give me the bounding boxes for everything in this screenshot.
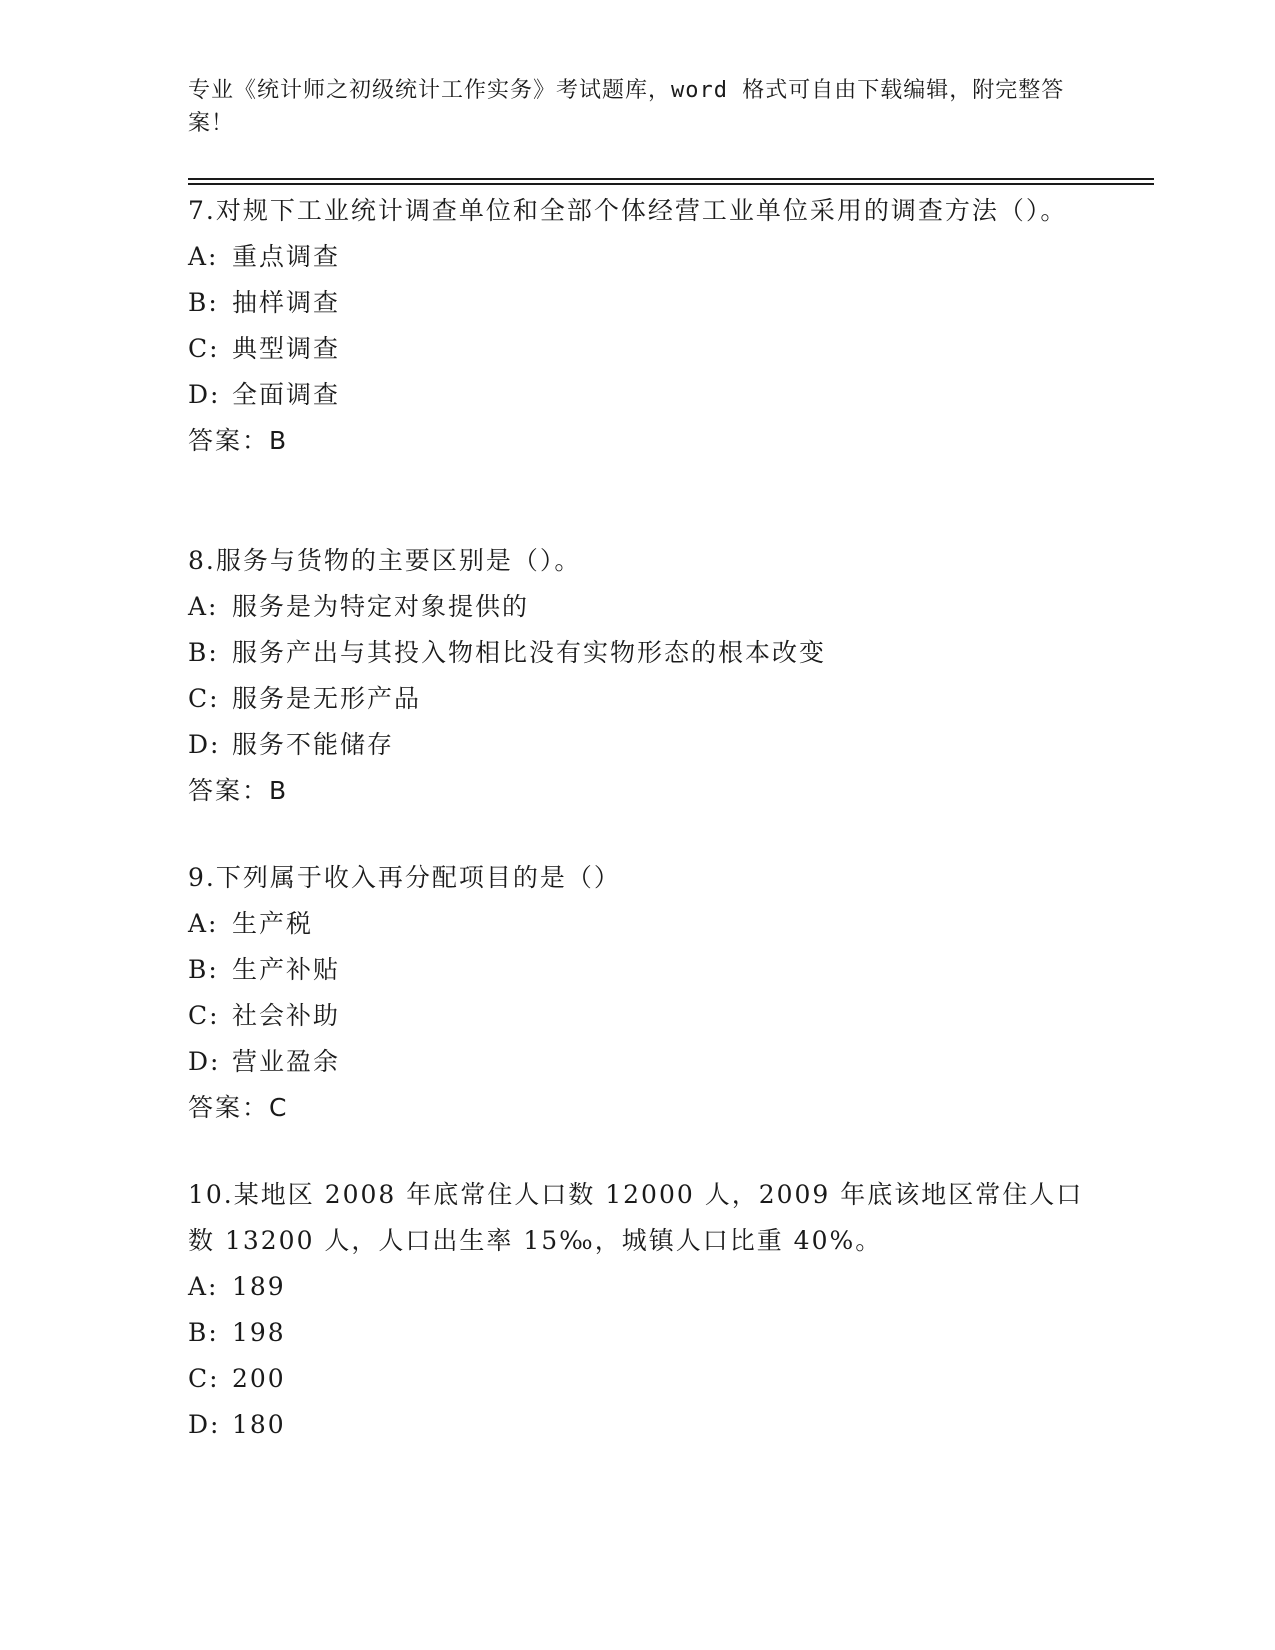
option-c: C: 典型调查 <box>188 334 341 363</box>
option-d: D: 营业盈余 <box>188 1047 341 1076</box>
question-stem: 10.某地区 2008 年底常住人口数 12000 人，2009 年底该地区常住人口数 13200 人，人口出生率 15‰，城镇人口比重 40%。 <box>188 1180 1084 1255</box>
header-divider-top <box>188 178 1154 180</box>
answer-line: 答案：C <box>188 1093 289 1122</box>
answer-line: 答案：B <box>188 426 289 455</box>
option-a: A: 重点调查 <box>188 242 341 271</box>
document-header: 专业《统计师之初级统计工作实务》考试题库，word 格式可自由下载编辑，附完整答案！ <box>188 78 1065 136</box>
option-b: B: 198 <box>188 1318 286 1347</box>
question-stem: 8.服务与货物的主要区别是（）。 <box>188 546 582 575</box>
option-d: D: 服务不能储存 <box>188 730 395 759</box>
answer-line: 答案：B <box>188 776 289 805</box>
question-8 <box>188 538 1088 814</box>
option-a: A: 生产税 <box>188 909 314 938</box>
option-c: C: 服务是无形产品 <box>188 684 422 713</box>
option-b: B: 服务产出与其投入物相比没有实物形态的根本改变 <box>188 638 827 667</box>
question-stem: 7.对规下工业统计调查单位和全部个体经营工业单位采用的调查方法（）。 <box>188 196 1068 225</box>
question-10 <box>188 1172 1088 1448</box>
question-7 <box>188 188 1088 464</box>
option-b: B: 抽样调查 <box>188 288 341 317</box>
question-9 <box>188 855 1088 1131</box>
option-b: B: 生产补贴 <box>188 955 341 984</box>
option-a: A: 服务是为特定对象提供的 <box>188 592 530 621</box>
option-d: D: 180 <box>188 1410 286 1439</box>
header-divider-bottom <box>188 183 1154 185</box>
question-stem: 9.下列属于收入再分配项目的是（） <box>188 863 621 892</box>
option-d: D: 全面调查 <box>188 380 341 409</box>
option-a: A: 189 <box>188 1272 286 1301</box>
option-c: C: 200 <box>188 1364 286 1393</box>
option-c: C: 社会补助 <box>188 1001 341 1030</box>
